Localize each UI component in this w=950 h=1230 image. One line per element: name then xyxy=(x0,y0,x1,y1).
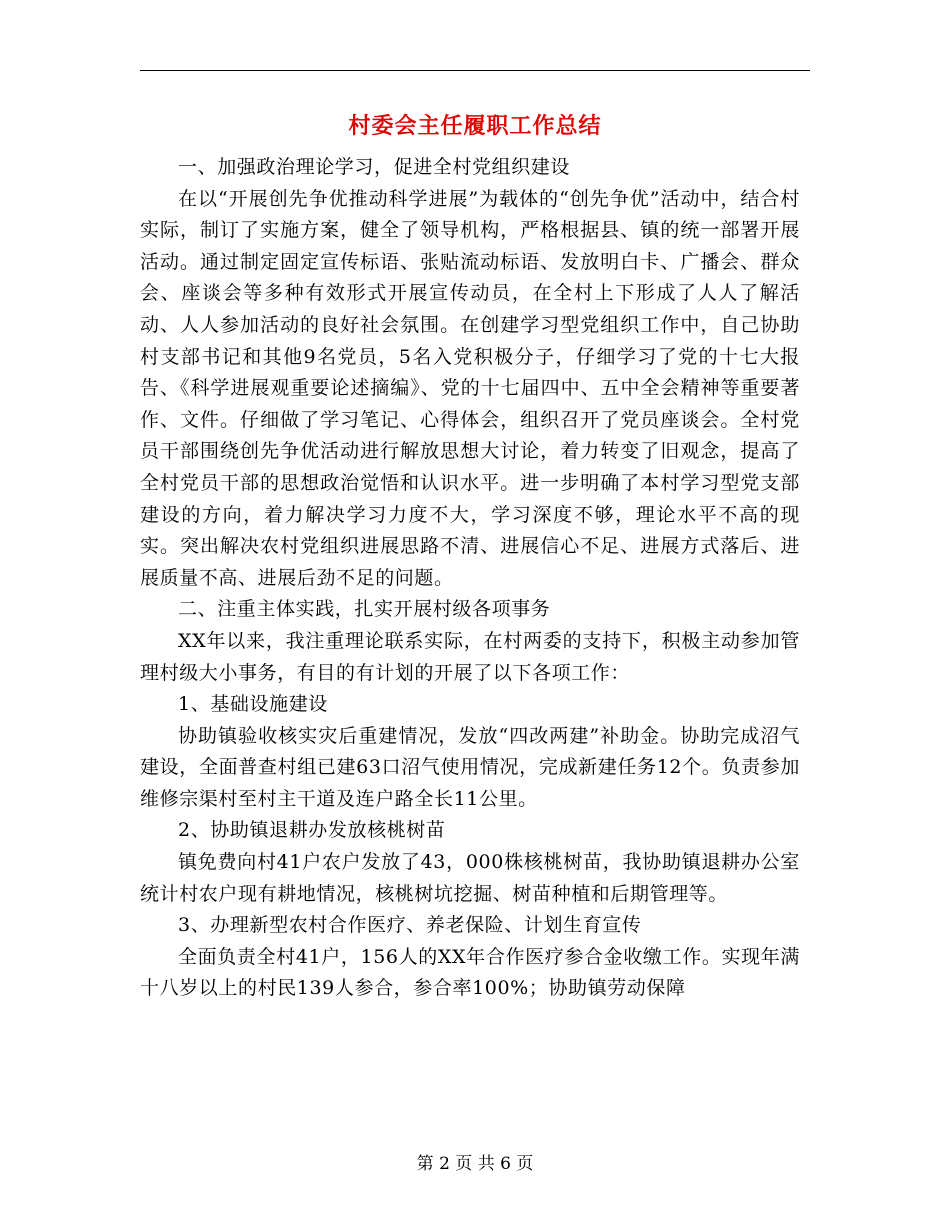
paragraph-1: 在以“开展创先争优推动科学进展”为载体的“创先争优”活动中，结合村实际，制订了实施方案，健全了领导机构，严格根据县、镇的统一部署开展活动。通过制定固定宣传标语、张贴流动标语、发放明白卡、广播会、群众会、座谈会等多种有效形式开展宣传动员，在全村上下形成了人人了解活动、人人参加活动的良好社会氛围。在创建学习型党组织工作中，自己协助村支部书记和其他9名党员，5名入党积极分子，仔细学习了党的十七大报告、《科学进展观重要论述摘编》、党的十七届四中、五中全会精神等重要著作、文件。仔细做了学习笔记、心得体会，组织召开了党员座谈会。全村党员干部围绕创先争优活动进行解放思想大讨论，着力转变了旧观念，提高了全村党员干部的思想政治觉悟和认识水平。进一步明确了本村学习型党支部建设的方向，着力解决学习力度不大，学习深度不够，理论水平不高的现实。突出解决农村党组织进展思路不清、进展信心不足、进展方式落后、进展质量不高、进展后劲不足的问题。 xyxy=(140,187,800,589)
paragraph-medical-insurance: 全面负责全村41户，156人的XX年合作医疗参合金收缴工作。实现年满十八岁以上的村民139人参合，参合率100%；协助镇劳动保障 xyxy=(140,945,800,1000)
subheading-walnut-seedlings: 2、协助镇退耕办发放核桃树苗 xyxy=(178,819,446,842)
document-title: 村委会主任履职工作总结 xyxy=(348,113,602,139)
paragraph-2: XX年以来，我注重理论联系实际，在村两委的支持下，积极主动参加管理村级大小事务，有目的有计划的开展了以下各项工作： xyxy=(140,629,800,684)
document-body xyxy=(140,152,800,1005)
subheading-infrastructure: 1、基础设施建设 xyxy=(178,693,328,716)
section-heading-1: 一、加强政治理论学习，促进全村党组织建设 xyxy=(178,156,571,178)
subheading-medical-insurance: 3、办理新型农村合作医疗、养老保险、计划生育宣传 xyxy=(178,914,642,937)
section-heading-2: 二、注重主体实践，扎实开展村级各项事务 xyxy=(178,598,551,621)
paragraph-walnut-seedlings: 镇免费向村41户农户发放了43，000株核桃树苗，我协助镇退耕办公室统计村农户现有耕地情况，核桃树坑挖掘、树苗种植和后期管理等。 xyxy=(140,851,800,905)
paragraph-infrastructure: 协助镇验收核实灾后重建情况，发放“四改两建”补助金。协助完成沼气建设，全面普查村组已建63口沼气使用情况，完成新建任务12个。负责参加维修宗渠村至村主干道及连户路全长11公里。 xyxy=(140,724,800,810)
page-number: 第 2 页 共 6 页 xyxy=(416,1154,534,1174)
header-rule xyxy=(140,70,810,71)
